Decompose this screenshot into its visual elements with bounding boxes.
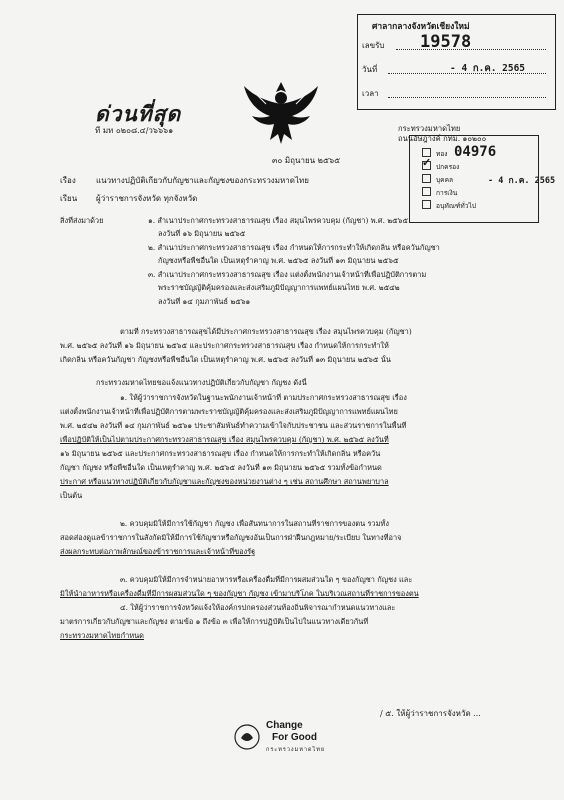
continuation-note: / ๕. ให้ผู้ว่าราชการจังหวัด ... <box>380 709 481 718</box>
body-line: ส่งผลกระทบต่อภาพลักษณ์ของข้าราชการและเจ้าหน้าที่ของรัฐ <box>60 547 256 556</box>
body-line: ๔. ให้ผู้ว่าราชการจังหวัดแจ้งให้องค์กรปกครองส่วนท้องถิ่นพิจารณากำหนดแนวทางและ <box>120 603 396 612</box>
attachment-line: ๑. สำเนาประกาศกระทรวงสาธารณสุข เรื่อง สมุนไพรควบคุม (กัญชา) พ.ศ. ๒๕๖๕ <box>148 216 409 225</box>
attachment-line: กัญชงหรือพืชอื่นใด เป็นเหตุรำคาญ พ.ศ. ๒๕๖๕ ลงวันที่ ๑๓ มิถุนายน ๒๕๖๕ <box>158 256 399 265</box>
body-line: ๑. ให้ผู้ว่าราชการจังหวัดในฐานะพนักงานเจ้าหน้าที่ ตามประกาศกระทรวงสาธารณสุข เรื่อง <box>120 393 407 402</box>
body-line: พ.ศ. ๒๕๔๒ ลงวันที่ ๑๔ กุมภาพันธ์ ๒๕๖๑ ประชาสัมพันธ์ทำความเข้าใจกับประชาชน และส่วนราชการในพื้นที่ <box>60 421 407 430</box>
letter-date: ๓๐ มิถุนายน ๒๕๖๕ <box>272 156 341 165</box>
body-line: กัญชา กัญชง หรือพืชอื่นใด เป็นเหตุรำคาญ พ.ศ. ๒๕๖๕ ลงวันที่ ๑๓ มิถุนายน ๒๕๖๕ รวมทั้งข้อกำหนด <box>60 463 382 472</box>
body-line: มิให้นำอาหารหรือเครื่องดื่มที่มีการผสมส่วนใด ๆ ของกัญชา กัญชง เข้ามาบริโภค ในบริเวณสถานที่ราชการของตน <box>60 589 419 598</box>
checkbox <box>422 174 431 183</box>
divider <box>388 73 546 74</box>
logo-line-3: กระทรวงมหาดไทย <box>266 747 326 753</box>
body-line: สอดส่องดูแลข้าราชการในสังกัดมิให้มีการใช้กัญชาหรือกัญชงอันเป็นการฝ่าฝืนกฎหมาย/ระเบียบ ในทางที่อาจ <box>60 533 402 542</box>
internal-stamp-number: 04976 <box>454 144 497 160</box>
body-line: เป็นต้น <box>60 491 83 500</box>
receipt-stamp <box>357 14 556 110</box>
ministry-name: กระทรวงมหาดไทย <box>398 124 461 133</box>
urgency-label: ด่วนที่สุด <box>95 101 182 126</box>
receipt-number-label: เลขรับ <box>362 41 385 50</box>
checkbox <box>422 200 431 209</box>
attachment-line: พระราชบัญญัติคุ้มครองและส่งเสริมภูมิปัญญาการแพทย์แผนไทย พ.ศ. ๒๕๔๒ <box>158 283 400 292</box>
body-line: เพื่อปฏิบัติให้เป็นไปตามประกาศกระทรวงสาธารณสุข เรื่อง สมุนไพรควบคุม (กัญชา) พ.ศ. ๒๕๖๕ ลงวันที่ <box>60 435 389 444</box>
body-line: มาตรการเกี่ยวกับกัญชาและกัญชง ตามข้อ ๑ ถึงข้อ ๓ เพื่อให้การปฏิบัติเป็นไปในแนวทางเดียวกันที่ <box>60 617 369 626</box>
receipt-number: 19578 <box>420 32 472 52</box>
document-number: ที่ มท ๐๒๐๘.๔/ว๖๖๖๑ <box>95 126 174 135</box>
ministry-address: ถนนอัษฎางค์ กทม. ๑๐๒๐๐ <box>398 134 487 143</box>
logo-line-2: For Good <box>272 732 317 743</box>
body-line: ๒. ควบคุมมิให้มีการใช้กัญชา กัญชง เพื่อสันทนาการในสถานที่ราชการของตน รวมทั้ง <box>120 519 389 528</box>
receipt-time-label: เวลา <box>362 89 379 98</box>
receipt-date: - 4 ก.ค. 2565 <box>450 63 526 74</box>
internal-stamp-date: - 4 ก.ค. 2565 <box>488 176 556 186</box>
body-line: ตามที่ กระทรวงสาธารณสุขได้มีประกาศกระทรวงสาธารณสุข เรื่อง สมุนไพรควบคุม (กัญชา) <box>120 327 412 336</box>
body-line: ๓. ควบคุมมิให้มีการจำหน่ายอาหารหรือเครื่องดื่มที่มีการผสมส่วนใด ๆ ของกัญชา กัญชง และ <box>120 575 413 584</box>
divider <box>388 97 546 98</box>
receipt-date-label: วันที่ <box>362 65 378 74</box>
body-line: กระทรวงมหาดไทยขอแจ้งแนวทางปฏิบัติเกี่ยวกับกัญชา กัญชง ดังนี้ <box>96 378 307 387</box>
to-label: เรียน <box>60 194 78 203</box>
receipt-office: ศาลากลางจังหวัดเชียงใหม่ <box>372 22 470 32</box>
attachment-line: ลงวันที่ ๑๖ มิถุนายน ๒๕๖๕ <box>158 229 246 238</box>
emblem-icon <box>232 722 262 752</box>
change-for-good-logo <box>232 718 328 766</box>
subject-label: เรื่อง <box>60 176 76 185</box>
checkbox <box>422 187 431 196</box>
attachment-line: ลงวันที่ ๑๔ กุมภาพันธ์ ๒๕๖๑ <box>158 297 251 306</box>
body-line: กระทรวงมหาดไทยกำหนด <box>60 631 144 640</box>
garuda-emblem-icon <box>240 78 322 146</box>
body-line: เกิดกลิ่น หรือควันกัญชา กัญชงหรือพืชอื่นใด เป็นเหตุรำคาญ พ.ศ. ๒๕๖๕ ลงวันที่ ๑๓ มิถุนายน ๒๕๖๕ นั้น <box>60 355 391 364</box>
body-line: ๑๖ มิถุนายน ๒๕๖๕ และประกาศกระทรวงสาธารณสุข เรื่อง กำหนดให้การกระทำให้เกิดกลิ่น หรือควัน <box>60 449 381 458</box>
stamp-option: อนุทัณฑ์ทั่วไป <box>436 202 476 210</box>
attachment-line: ๒. สำเนาประกาศกระทรวงสาธารณสุข เรื่อง กำหนดให้การกระทำให้เกิดกลิ่น หรือควันกัญชา <box>148 243 440 252</box>
body-line: แต่งตั้งพนักงานเจ้าหน้าที่เพื่อปฏิบัติการตามพระราชบัญญัติคุ้มครองและส่งเสริมภูมิปัญญาการแพทย์แผนไทย <box>60 407 398 416</box>
divider <box>396 49 546 50</box>
subject-text: แนวทางปฏิบัติเกี่ยวกับกัญชาและกัญชงของกระทรวงมหาดไทย <box>96 176 309 185</box>
body-line: ประกาศ หรือแนวทางปฏิบัติเกี่ยวกับกัญชาและกัญชงของหน่วยงานต่าง ๆ เช่น สถานศึกษา สถานพยาบาล <box>60 477 389 486</box>
stamp-option: ปกครอง <box>436 163 460 171</box>
stamp-option: บุคคล <box>436 176 454 184</box>
body-line: พ.ศ. ๒๕๖๕ ลงวันที่ ๑๖ มิถุนายน ๒๕๖๕ และประกาศกระทรวงสาธารณสุข เรื่อง กำหนดให้การกระทำให้ <box>60 341 389 350</box>
logo-line-1: Change <box>266 720 303 731</box>
attachment-line: ๓. สำเนาประกาศกระทรวงสาธารณสุข เรื่อง แต่งตั้งพนักงานเจ้าหน้าที่เพื่อปฏิบัติการตาม <box>148 270 427 279</box>
stamp-option: การเงิน <box>436 189 458 197</box>
internal-stamp <box>409 135 556 223</box>
stamp-option: ทอง <box>436 150 448 158</box>
checkmark-icon: ✓ <box>422 156 432 169</box>
attachments-label: สิ่งที่ส่งมาด้วย <box>60 216 104 225</box>
to-text: ผู้ว่าราชการจังหวัด ทุกจังหวัด <box>96 194 198 203</box>
